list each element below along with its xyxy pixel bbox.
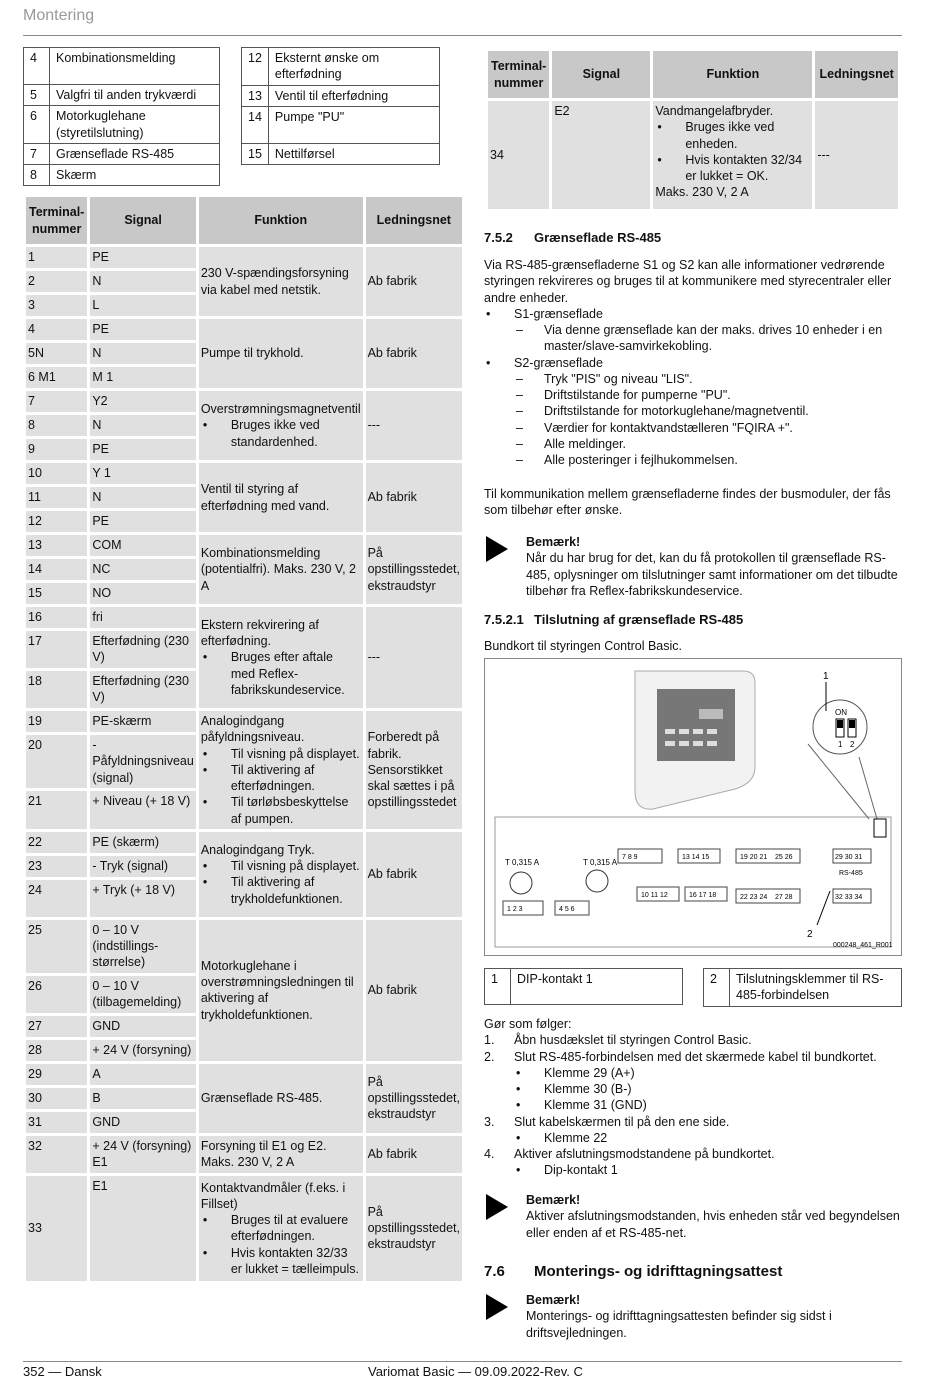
arrow-icon: [486, 1194, 508, 1220]
legend-row: [24, 143, 220, 164]
step-text: Aktiver afslutningsmodstandene på bundkortet.: [514, 1147, 775, 1161]
ledningsnet-cell: Ab fabrik: [366, 463, 462, 532]
legend-row: [24, 48, 220, 85]
legend-text: Ventil til efterfødning: [268, 85, 439, 106]
legend-number: 8: [24, 165, 50, 186]
legend-text: Motorkuglehane (styretilslutning): [50, 106, 220, 144]
signal: - Påfyldningsniveau (signal): [90, 735, 195, 788]
funktion-cell: [199, 463, 363, 532]
signal: A: [90, 1064, 195, 1085]
funktion-cell: [199, 832, 363, 917]
sub-item: • Dip-kontakt 1: [514, 1162, 902, 1178]
bullet-item: • Bruges til at evaluere efterfødningen.: [201, 1212, 361, 1245]
terminal-number: 29: [26, 1064, 87, 1085]
legend-text: Valgfri til anden trykværdi: [50, 85, 220, 106]
diagram-legend-left: 1 DIP-kontakt 1: [484, 968, 683, 1005]
funktion-bullets: [201, 649, 361, 698]
legend-number: 5: [24, 85, 50, 106]
section-number: 7.6: [484, 1263, 505, 1280]
signal: Y 1: [90, 463, 195, 484]
step-number: 4.: [484, 1147, 495, 1161]
board-diagram: [484, 658, 902, 956]
sub-item: • Klemme 22: [514, 1130, 902, 1146]
ledningsnet-cell: Ab fabrik: [366, 1136, 462, 1173]
legend-row: [24, 165, 220, 186]
terminal-block-label: 13 14 15: [682, 854, 710, 861]
terminal-block-label: 19 20 21: [740, 854, 768, 861]
section-heading-752: [484, 230, 902, 247]
section-title: Grænseflade RS-485: [534, 230, 662, 245]
legend-table-left: [23, 47, 220, 186]
terminal-block-label: 16 17 18: [689, 892, 717, 899]
funktion-cell: [199, 247, 363, 316]
section-number: 7.5.2.1: [484, 612, 524, 627]
table-row: [26, 247, 462, 268]
bullet-item: • Til visning på displayet.: [201, 746, 361, 762]
terminal-number: 15: [26, 583, 87, 604]
page-number: 352 — Dansk: [23, 1364, 102, 1379]
terminal-number: 26: [26, 976, 87, 1013]
terminal-block-label: 7 8 9: [622, 854, 638, 861]
col-signal: Signal: [90, 197, 195, 244]
signal: COM: [90, 535, 195, 556]
signal: + 24 V (forsyning): [90, 1040, 195, 1061]
table-row: [26, 832, 462, 853]
signal: NO: [90, 583, 195, 604]
terminal-number: 4: [26, 319, 87, 340]
step-number: 2.: [484, 1049, 495, 1064]
table-row: [26, 1136, 462, 1173]
ledningsnet-cell: På opstillingsstedet, ekstraudstyr: [366, 1176, 462, 1281]
table-row: [26, 607, 462, 628]
signal: PE-skærm: [90, 711, 195, 732]
paragraph-board: Bundkort til styringen Control Basic.: [484, 639, 683, 653]
diagram-label: 1: [823, 671, 829, 682]
legend-number: 7: [24, 143, 50, 164]
terminal-block-label: 4 5 6: [559, 906, 575, 913]
col-funktion: Funktion: [199, 197, 363, 244]
step-item: [484, 1114, 902, 1147]
legend-number: 6: [24, 106, 50, 144]
terminal-number: 12: [26, 511, 87, 532]
arrow-icon: [486, 1294, 508, 1320]
legend-number: 14: [242, 106, 269, 143]
legend-row: [24, 106, 220, 144]
section-title: Monterings- og idrifttagningsattest: [534, 1263, 783, 1280]
step-text: Slut RS-485-forbindelsen med det skærmede kabel til bundkortet.: [514, 1049, 877, 1064]
step-text: Slut kabelskærmen til på den ene side.: [514, 1114, 730, 1129]
signal: - Tryk (signal): [90, 856, 195, 877]
terminal-number: 28: [26, 1040, 87, 1061]
funktion-bullets: [201, 417, 361, 450]
bullet-item: • Til visning på displayet.: [201, 858, 361, 874]
signal: PE: [90, 247, 195, 268]
table-row: [26, 920, 462, 973]
col-terminal: Terminal-nummer: [488, 51, 549, 98]
terminal-block-label: 32 33 34: [835, 894, 863, 901]
signal: PE: [90, 319, 195, 340]
dash-item: – Alle posteringer i fejlhukommelsen.: [514, 452, 902, 468]
funktion-text: Vandmangelafbryder.: [655, 104, 774, 118]
signal: Efterfødning (230 V): [90, 671, 195, 708]
funktion-text: Grænseflade RS-485.: [200, 1091, 323, 1106]
terminal-number: 25: [26, 920, 87, 973]
legend-table-right: [241, 47, 440, 165]
section-752-body: [484, 257, 902, 468]
terminal-number: 30: [26, 1088, 87, 1109]
funktion-cell: [199, 1064, 363, 1133]
diagram-label: 2: [807, 929, 813, 940]
terminal-block-label: 1 2 3: [507, 906, 523, 913]
sub-item: • Klemme 31 (GND): [514, 1097, 902, 1113]
signal: N: [90, 343, 195, 364]
funktion-text: 230 V-spændingsforsyning via kabel med netstik.: [200, 266, 349, 297]
bullet-item: • Bruges ikke ved standardenhed.: [201, 417, 361, 450]
funktion-cell: [653, 101, 812, 209]
signal: + 24 V (forsyning) E1: [90, 1136, 195, 1173]
funktion-cell: [199, 535, 363, 604]
signal: N: [90, 415, 195, 436]
sub-item: • Klemme 30 (B-): [514, 1081, 902, 1097]
legend-text: Grænseflade RS-485: [50, 143, 220, 164]
ledningsnet-cell: ---: [815, 101, 898, 209]
col-funktion: Funktion: [653, 51, 812, 98]
signal: + Tryk (+ 18 V): [90, 880, 195, 917]
terminal-block-label: 25 26: [775, 854, 793, 861]
funktion-text: Overstrømningsmagnetventil: [200, 402, 361, 417]
list-item-s2: • S2-grænseflade – Tryk "PIS" og niveau "LIS". – Driftstilstande for pumperne "PU". – Driftstilstande for motorkuglehane/magnetventil. – Værdier for kontaktvandstælleren "FQIRA +". – Alle meldinger. – Alle posteringer i fejlhukommelsen.: [484, 355, 902, 469]
dash-item: – Værdier for kontaktvandstælleren "FQIRA +".: [514, 420, 902, 436]
diagram-label: T 0,315 A: [505, 858, 540, 867]
funktion-cell: [199, 1136, 363, 1173]
terminal-block-label: 10 11 12: [641, 892, 668, 899]
dash-item: – Tryk "PIS" og niveau "LIS".: [514, 371, 902, 387]
terminal-number: 21: [26, 791, 87, 828]
funktion-cell: [199, 711, 363, 829]
terminal-number: 1: [26, 247, 87, 268]
paragraph-busmodules: Til kommunikation mellem grænsefladerne findes der busmoduler, der fås som tilbehør efter ønske.: [484, 487, 891, 518]
terminal-number: 19: [26, 711, 87, 732]
legend-row: [242, 85, 440, 106]
legend-row: [242, 48, 440, 86]
step-item: [484, 1146, 902, 1179]
terminal-number: 27: [26, 1016, 87, 1037]
signal: PE: [90, 439, 195, 460]
bullet-item: • Hvis kontakten 32/34 er lukket = OK.: [655, 152, 810, 185]
signal: PE (skærm): [90, 832, 195, 853]
col-terminal: Terminal-nummer: [26, 197, 87, 244]
funktion-text: Motorkuglehane i overstrømningsledningen til aktivering af trykholdefunktionen.: [200, 958, 354, 1022]
terminal-table-right: [485, 48, 901, 212]
signal: N: [90, 487, 195, 508]
diagram-label: RS-485: [839, 870, 863, 877]
ledningsnet-cell: På opstillingsstedet, ekstraudstyr: [366, 535, 462, 604]
dash-item: – Alle meldinger.: [514, 436, 902, 452]
terminal-number: 33: [26, 1176, 87, 1281]
ledningsnet-cell: Forberedt på fabrik. Sensorstikket skal sættes i på opstillingsstedet: [366, 711, 462, 829]
note-text: Monterings- og idrifttagningsattesten befinder sig sidst i driftsvejledningen.: [526, 1309, 832, 1340]
funktion-text: Ventil til styring af efterfødning med vand.: [200, 482, 330, 513]
document-title: Variomat Basic — 09.09.2022-Rev. C: [368, 1364, 583, 1379]
signal: fri: [90, 607, 195, 628]
terminal-number: 8: [26, 415, 87, 436]
ledningsnet-cell: Ab fabrik: [366, 247, 462, 316]
ledningsnet-cell: På opstillingsstedet, ekstraudstyr: [366, 1064, 462, 1133]
signal: N: [90, 271, 195, 292]
terminal-number: 13: [26, 535, 87, 556]
signal: + Niveau (+ 18 V): [90, 791, 195, 828]
terminal-number: 16: [26, 607, 87, 628]
diagram-label: T 0,315 A: [583, 858, 618, 867]
legend-text: Kombinationsmelding: [50, 48, 220, 85]
table-row: [26, 319, 462, 340]
terminal-number: 17: [26, 631, 87, 668]
section-heading-76: [484, 1262, 902, 1282]
funktion-text-2: Maks. 230 V, 2 A: [655, 185, 749, 200]
ledningsnet-cell: ---: [366, 391, 462, 460]
display-panel: [657, 689, 735, 761]
section-number: 7.5.2: [484, 230, 513, 245]
funktion-cell: [199, 920, 363, 1061]
diagram-label: ON: [835, 708, 847, 717]
terminal-number: 6 M1: [26, 367, 87, 388]
steps-intro: Gør som følger:: [484, 1017, 572, 1031]
terminal-number: 14: [26, 559, 87, 580]
legend-row: [24, 85, 220, 106]
signal: B: [90, 1088, 195, 1109]
table-row: [26, 1176, 462, 1281]
dash-item: – Driftstilstande for motorkuglehane/magnetventil.: [514, 403, 902, 419]
note-title: Bemærk!: [526, 1193, 581, 1207]
signal: GND: [90, 1016, 195, 1037]
col-signal: Signal: [552, 51, 650, 98]
dash-item: – Driftstilstande for pumperne "PU".: [514, 387, 902, 403]
legend-text: Pumpe "PU": [268, 106, 439, 143]
funktion-bullets: [201, 1212, 361, 1277]
terminal-number: 20: [26, 735, 87, 788]
funktion-text: Analogindgang påfyldningsniveau.: [200, 714, 305, 745]
legend-text: Nettilførsel: [268, 143, 439, 164]
terminal-block-label: 22 23 24: [740, 894, 768, 901]
signal: M 1: [90, 367, 195, 388]
ledningsnet-cell: Ab fabrik: [366, 832, 462, 917]
funktion-cell: [199, 391, 363, 460]
step-number: 1.: [484, 1033, 495, 1048]
steps-block: [484, 1016, 902, 1179]
signal: PE: [90, 511, 195, 532]
table-row: [26, 463, 462, 484]
legend-text: Skærm: [50, 165, 220, 186]
section-title: Tilslutning af grænseflade RS-485: [534, 612, 744, 627]
bullet-item: • Til aktivering af efterfødningen.: [201, 762, 361, 795]
step-number: 3.: [484, 1114, 495, 1129]
terminal-number: 10: [26, 463, 87, 484]
signal: L: [90, 295, 195, 316]
terminal-number: 23: [26, 856, 87, 877]
col-ledningsnet: Ledningsnet: [815, 51, 898, 98]
terminal-number: 24: [26, 880, 87, 917]
signal: 0 – 10 V (indstillings-størrelse): [90, 920, 195, 973]
footer-rule: [23, 1361, 902, 1362]
note-7521: [484, 1192, 902, 1241]
funktion-bullets: [201, 858, 361, 907]
table-row: [26, 535, 462, 556]
funktion-text: Ekstern rekvirering af efterfødning.: [200, 617, 319, 649]
funktion-cell: [199, 1176, 363, 1281]
funktion-text: Kombinationsmelding (potentialfri). Maks. 230 V, 2 A: [200, 546, 356, 593]
terminal-number: 11: [26, 487, 87, 508]
note-text: Aktiver afslutningsmodstanden, hvis enheden står ved begyndelsen eller enden af et RS-485-net.: [526, 1209, 900, 1240]
legend-number: 13: [242, 85, 269, 106]
funktion-bullets: [201, 746, 361, 827]
terminal-number: 18: [26, 671, 87, 708]
terminal-34: 34: [488, 101, 549, 209]
header-rule: [23, 35, 902, 36]
diagram-label: 2: [850, 740, 855, 749]
terminal-block-label: 27 28: [775, 894, 793, 901]
terminal-number: 2: [26, 271, 87, 292]
page-header-title: Montering: [23, 7, 95, 24]
legend-row: [242, 106, 440, 143]
paragraph-intro: Via RS-485-grænsefladerne S1 og S2 kan alle informationer vedrørende styringen rekvireres og bruges til at kommunikere med styrecentraler eller andre enheder.: [484, 258, 892, 305]
bullet-item: • Bruges ikke ved enheden.: [655, 119, 810, 152]
signal: 0 – 10 V (tilbagemelding): [90, 976, 195, 1013]
terminal-number: 22: [26, 832, 87, 853]
step-item: [484, 1049, 902, 1114]
terminal-number: 31: [26, 1112, 87, 1133]
signal-e2: E2: [552, 101, 650, 209]
bullet-item: • Til aktivering af trykholdefunktionen.: [201, 874, 361, 907]
signal: Y2: [90, 391, 195, 412]
arrow-icon: [486, 536, 508, 562]
diagram-legend-right: 2 Tilslutningsklemmer til RS-485-forbindelsen: [703, 968, 902, 1007]
sub-item: • Klemme 29 (A+): [514, 1065, 902, 1081]
legend-number: 4: [24, 48, 50, 85]
ledningsnet-cell: ---: [366, 607, 462, 708]
step-item: [484, 1032, 902, 1048]
bullet-item: • Til tørløbsbeskyttelse af pumpen.: [201, 794, 361, 827]
col-ledningsnet: Ledningsnet: [366, 197, 462, 244]
diagram-label: 1: [838, 740, 843, 749]
note-title: Bemærk!: [526, 1293, 581, 1307]
dash-item: – Via denne grænseflade kan der maks. drives 10 enheder i en master/slave-samvirkekobling.: [514, 322, 902, 355]
step-text: Åbn husdækslet til styringen Control Basic.: [514, 1033, 752, 1048]
note-text: Når du har brug for det, kan du få protokollen til grænseflade RS-485, oplysninger om tilslutninger samt informationer om det tilbudte tilbehør fra Reflex-fabrikskundeservice.: [526, 551, 898, 598]
funktion-text: Analogindgang Tryk.: [200, 842, 315, 857]
ledningsnet-cell: Ab fabrik: [366, 319, 462, 388]
note-title: Bemærk!: [526, 535, 581, 549]
terminal-number: 5N: [26, 343, 87, 364]
bullet-item: • Hvis kontakten 32/33 er lukket = tælleimpuls.: [201, 1245, 361, 1278]
signal: Efterfødning (230 V): [90, 631, 195, 668]
funktion-text: Forsyning til E1 og E2. Maks. 230 V, 2 A: [200, 1139, 327, 1170]
diagram-label: 000248_461_R001: [833, 942, 893, 949]
signal: NC: [90, 559, 195, 580]
ledningsnet-cell: Ab fabrik: [366, 920, 462, 1061]
terminal-number: 9: [26, 439, 87, 460]
terminal-block-label: 29 30 31: [835, 854, 863, 861]
terminal-number: 3: [26, 295, 87, 316]
funktion-cell: [199, 607, 363, 708]
table-row: [26, 1064, 462, 1085]
signal: E1: [90, 1176, 195, 1281]
note-76: [484, 1292, 902, 1341]
signal: GND: [90, 1112, 195, 1133]
legend-number: 15: [242, 143, 269, 164]
table-row: [26, 711, 462, 732]
legend-row: [242, 143, 440, 164]
terminal-number: 7: [26, 391, 87, 412]
terminal-table: [23, 194, 465, 1284]
legend-number: 12: [242, 48, 269, 86]
funktion-cell: [199, 319, 363, 388]
funktion-text: Pumpe til trykhold.: [200, 346, 304, 361]
section-heading-7521: [484, 612, 902, 629]
note-752: [484, 534, 902, 599]
bullet-item: • Bruges efter aftale med Reflex-fabrikskundeservice.: [201, 649, 361, 698]
legend-text: Eksternt ønske om efterfødning: [268, 48, 439, 86]
list-item-s1: • S1-grænseflade – Via denne grænseflade kan der maks. drives 10 enheder i en master/slave-samvirkekobling.: [484, 306, 902, 355]
table-row: [26, 391, 462, 412]
funktion-text: Kontaktvandmåler (f.eks. i Fillset): [200, 1180, 346, 1211]
terminal-number: 32: [26, 1136, 87, 1173]
